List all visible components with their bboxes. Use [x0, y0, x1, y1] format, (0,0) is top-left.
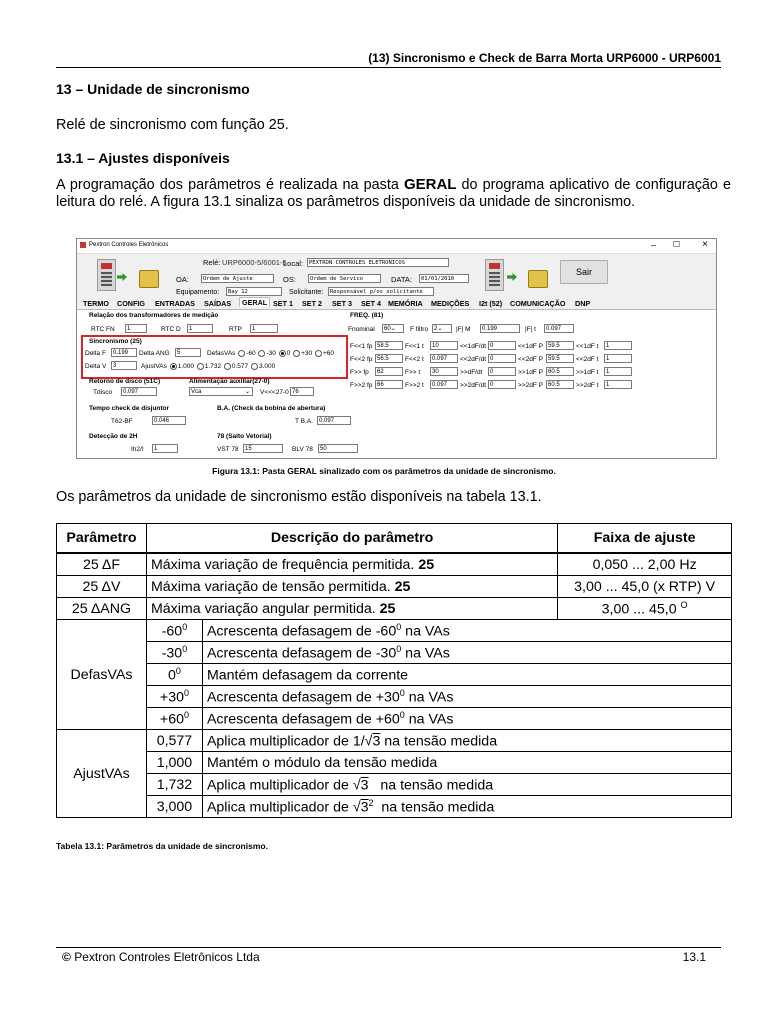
- value-cell: 0,577: [146, 730, 202, 752]
- param-cell: 25 ΔF: [57, 553, 147, 576]
- arrow-right-icon-2[interactable]: [507, 273, 517, 281]
- freq-label: F<<2 fp: [350, 356, 373, 363]
- freq-input[interactable]: 59.5: [546, 341, 574, 350]
- close-icon[interactable]: ×: [702, 239, 708, 250]
- fnominal-select[interactable]: 60⌄: [382, 324, 404, 333]
- os-input[interactable]: Ordem de Servico: [308, 274, 381, 283]
- oa-input[interactable]: Ordem de Ajuste: [201, 274, 274, 283]
- desc-cell: Mantém o módulo da tensão medida: [202, 752, 731, 774]
- rele-value: URP6000-5/6001-5: [222, 258, 287, 267]
- freq-label: >>dF/dt: [460, 369, 483, 376]
- alim-select[interactable]: Vca ⌄: [189, 387, 253, 396]
- fnominal-label: Fnominal: [348, 326, 375, 333]
- freq-input[interactable]: 1: [604, 341, 632, 350]
- value-cell: $0^0$: [146, 664, 202, 686]
- deltav-input[interactable]: 3: [111, 361, 137, 370]
- rtp-label: RTP: [229, 326, 242, 333]
- freq-label: F<<1 t: [405, 343, 424, 350]
- freq-input[interactable]: 60.5: [546, 380, 574, 389]
- rel-title: Relação dos transformadores de medição: [89, 312, 219, 319]
- freq-label: <<1dF P: [518, 343, 543, 350]
- maximize-icon[interactable]: ☐: [672, 240, 680, 249]
- freq-label: <<1dF/dt: [460, 343, 487, 350]
- table-intro: Os parâmetros da unidade de sincronismo estão disponíveis na tabela 13.1.: [56, 489, 542, 505]
- ffiltro-label: F filtro: [410, 326, 429, 333]
- header-parametro: Parâmetro: [57, 524, 147, 554]
- table-row: [57, 752, 732, 774]
- sair-button[interactable]: Sair: [560, 260, 608, 284]
- local-label: Local:: [283, 259, 304, 268]
- window-titlebar: [77, 239, 716, 254]
- freq-input[interactable]: 60.5: [546, 367, 574, 376]
- alim-title: Alimentação auxiliar(27-0): [189, 378, 270, 385]
- desc-cell: Máxima variação de tensão permitida. 25: [146, 576, 557, 598]
- desc-cell: Aplica multiplicador de √3 na tensão medida: [202, 774, 731, 796]
- equip-input[interactable]: Bay 12: [226, 287, 282, 296]
- tba-label: T B.A.: [295, 418, 313, 425]
- table-row: [57, 553, 732, 576]
- freq-label: >>1dF P: [518, 369, 543, 376]
- figure-caption: Figura 13.1: Pasta GERAL sinalizado com os parâmetros da unidade de sincronismo.: [212, 466, 556, 476]
- data-label: DATA:: [391, 275, 412, 284]
- footer-company: © Pextron Controles Eletrônicos Ltda: [62, 950, 260, 964]
- rtp-input[interactable]: 1: [250, 324, 278, 333]
- tab-set1[interactable]: SET 1: [273, 299, 293, 308]
- window-title: Pextron Controles Eletrônicos: [89, 242, 169, 248]
- sinc-title: Sincronismo (25): [89, 338, 142, 345]
- freq-input[interactable]: 1: [604, 380, 632, 389]
- freq-input[interactable]: 0: [488, 341, 516, 350]
- data-input[interactable]: 01/01/2010: [419, 274, 469, 283]
- ffiltro-select[interactable]: 2⌄: [432, 324, 452, 333]
- value-cell: 3,000: [146, 796, 202, 818]
- i2h-input[interactable]: 1: [152, 444, 178, 453]
- t62-label: T62-BF: [111, 418, 133, 425]
- freq-input[interactable]: 0: [488, 380, 516, 389]
- subsection-heading: 13.1 – Ajustes disponíveis: [56, 150, 230, 166]
- v27-label: V<<<27-0: [260, 389, 289, 396]
- table-row: [57, 664, 732, 686]
- value-cell: $+60^0$: [146, 708, 202, 730]
- freq-input[interactable]: 59.5: [546, 354, 574, 363]
- freq-label: >>2dF t: [576, 382, 599, 389]
- sqrt-icon: √: [352, 799, 361, 816]
- tdisco-input[interactable]: 0.097: [121, 387, 157, 396]
- desc-cell: Aplica multiplicador de 1/√3 na tensão medida: [202, 730, 731, 752]
- freq-input[interactable]: 62: [375, 367, 403, 376]
- tba-input[interactable]: 0.097: [317, 416, 351, 425]
- desc-cell: Acrescenta defasagem de $-30^0$ na VAs: [202, 642, 731, 664]
- freq-input[interactable]: 58.5: [375, 341, 403, 350]
- freq-input[interactable]: 0.097: [430, 380, 458, 389]
- ba-title: B.A. (Check da bobina de abertura): [217, 405, 326, 412]
- tab-memoria[interactable]: MEMÓRIA: [388, 299, 423, 308]
- tab-set4[interactable]: SET 4: [361, 299, 381, 308]
- freq-input[interactable]: 56.5: [375, 354, 403, 363]
- freq-input[interactable]: 0: [488, 354, 516, 363]
- freq-label: <<1dF t: [576, 343, 599, 350]
- sqrt-icon: √: [352, 777, 361, 794]
- range-cell: 0,050 ... 2,00 Hz: [558, 553, 732, 576]
- freq-label: <<2dF/dt: [460, 356, 487, 363]
- intro-text: Relé de sincronismo com função 25.: [56, 117, 289, 133]
- freq-label: >>2dF/dt: [460, 382, 487, 389]
- rtcd-input[interactable]: 1: [187, 324, 213, 333]
- sqrt-icon: √: [364, 733, 373, 750]
- deltaf-input[interactable]: 0.199: [111, 348, 137, 357]
- deltaang-input[interactable]: 5: [175, 348, 201, 357]
- os-label: OS:: [283, 275, 296, 284]
- freq-label: >>1dF t: [576, 369, 599, 376]
- freq-title: FREQ. (81): [350, 312, 384, 319]
- tab-geral[interactable]: GERAL: [239, 297, 270, 307]
- tab-entradas[interactable]: ENTRADAS: [155, 299, 195, 308]
- blv-input[interactable]: 50: [318, 444, 358, 453]
- value-cell: $+30^0$: [146, 686, 202, 708]
- freq-input[interactable]: 66: [375, 380, 403, 389]
- tab-termo[interactable]: TERMO: [83, 299, 109, 308]
- retorno-title: Retorno de disco (51C): [89, 378, 161, 385]
- folder-open-icon-2[interactable]: [528, 270, 548, 288]
- footer-rule: [56, 947, 721, 948]
- range-cell: 3,00 ... 45,0 $^O$: [558, 598, 732, 620]
- value-cell: 1,000: [146, 752, 202, 774]
- freq-input[interactable]: 30: [430, 367, 458, 376]
- folder-open-icon[interactable]: [139, 270, 159, 288]
- freq-label: >>2dF P: [518, 382, 543, 389]
- ft-input[interactable]: 0.097: [544, 324, 574, 333]
- vst-label: VST 78: [217, 446, 239, 453]
- table-row: [57, 620, 732, 642]
- value-cell: $-60^0$: [146, 620, 202, 642]
- chevron-down-icon: ⌄: [244, 389, 250, 395]
- tab-saidas[interactable]: SAÍDAS: [204, 299, 232, 308]
- freq-input[interactable]: 1: [604, 354, 632, 363]
- range-cell: 3,00 ... 45,0 (x RTP) V: [558, 576, 732, 598]
- value-cell: 1,732: [146, 774, 202, 796]
- tab-i2t[interactable]: I2t (52): [479, 299, 503, 308]
- value-cell: $-30^0$: [146, 642, 202, 664]
- minimize-icon[interactable]: –: [650, 240, 656, 250]
- freq-label: F>> t: [405, 369, 421, 376]
- solic-label: Solicitante:: [289, 289, 324, 296]
- det-title: Detecção de 2H: [89, 433, 138, 440]
- desc-cell: Acrescenta defasagem de $+30^0$ na VAs: [202, 686, 731, 708]
- rtcfn-input[interactable]: 1: [125, 324, 147, 333]
- relay-icon: [97, 259, 116, 291]
- fm-label: |F| M: [456, 326, 471, 333]
- app-icon: [80, 242, 86, 248]
- freq-input[interactable]: 10: [430, 341, 458, 350]
- desc-cell: Acrescenta defasagem de $-60^0$ na VAs: [202, 620, 731, 642]
- page-number: 13.1: [682, 950, 706, 964]
- freq-label: <<2dF t: [576, 356, 599, 363]
- tab-set2[interactable]: SET 2: [302, 299, 322, 308]
- ft-label: |F| t: [525, 326, 536, 333]
- param-cell: AjustVAs: [57, 730, 147, 818]
- header-descricao: Descrição do parâmetro: [146, 524, 557, 554]
- v27-input[interactable]: 76: [290, 387, 314, 396]
- freq-label: F<<1 fp: [350, 343, 373, 350]
- header-faixa: Faixa de ajuste: [558, 524, 732, 554]
- tab-medicoes[interactable]: MEDIÇÕES: [431, 299, 470, 308]
- equip-label: Equipamento:: [176, 289, 220, 296]
- section-heading: 13 – Unidade de sincronismo: [56, 81, 250, 97]
- app-screenshot: [76, 238, 717, 459]
- table-row: [57, 730, 732, 752]
- i2h-label: Ih2/I: [131, 446, 144, 453]
- copyright-icon: ©: [62, 950, 71, 964]
- table-caption: Tabela 13.1: Parâmetros da unidade de sincronismo.: [56, 841, 268, 851]
- freq-label: F>>2 t: [405, 382, 424, 389]
- tab-config[interactable]: CONFIG: [117, 299, 145, 308]
- freq-input[interactable]: 1: [604, 367, 632, 376]
- body-paragraph: A programação dos parâmetros é realizada na pasta GERAL do programa aplicativo de configuração e leitura do relé. A figura 13.1 sinaliza os parâmetros disponíveis da unidade de sincronismo.: [56, 176, 731, 210]
- solic-input[interactable]: Responsável p/os solicitante: [328, 287, 434, 296]
- rtcfn-label: RTC FN: [91, 326, 115, 333]
- relay-icon-2: [485, 259, 504, 291]
- table-row: [57, 796, 732, 818]
- param-cell: 25 ΔV: [57, 576, 147, 598]
- highlight-box: [81, 335, 348, 379]
- tempo-title: Tempo check de disjuntor: [89, 405, 170, 412]
- t62-input[interactable]: 0.046: [152, 416, 186, 425]
- fm-input[interactable]: 0.199: [480, 324, 520, 333]
- running-header: (13) Sincronismo e Check de Barra Morta URP6000 - URP6001: [368, 51, 721, 65]
- deltaang-label: Delta ANG: [139, 350, 170, 357]
- freq-input[interactable]: 0: [488, 367, 516, 376]
- freq-input[interactable]: 0.097: [430, 354, 458, 363]
- deltav-label: Delta V: [85, 363, 107, 370]
- freq-label: F>>2 fp: [350, 382, 373, 389]
- tab-set3[interactable]: SET 3: [332, 299, 352, 308]
- desc-cell: Máxima variação angular permitida. 25: [146, 598, 557, 620]
- freq-label: F<<2 t: [405, 356, 424, 363]
- blv-label: BLV 78: [292, 446, 313, 453]
- oa-label: OA:: [176, 275, 189, 284]
- tab-dnp[interactable]: DNP: [575, 299, 591, 308]
- table-row: [57, 708, 732, 730]
- tdisco-label: Tdisco: [93, 389, 113, 396]
- local-input[interactable]: PEXTRON CONTROLES ELETRONICOS: [307, 258, 449, 267]
- freq-label: <<2dF P: [518, 356, 543, 363]
- table-row: [57, 774, 732, 796]
- desc-cell: Máxima variação de frequência permitida. 25: [146, 553, 557, 576]
- freq-label: F>> fp: [350, 369, 369, 376]
- rtcd-label: RTC D: [161, 326, 181, 333]
- rele-label: Relé:: [203, 258, 221, 267]
- parameters-table: [56, 523, 732, 818]
- desc-cell: Acrescenta defasagem de $+60^0$ na VAs: [202, 708, 731, 730]
- table-row: [57, 642, 732, 664]
- ajust-radio-group: AjustVAs 1.000 1.732 0.577 3.000: [141, 363, 276, 371]
- desc-cell: Aplica multiplicador de $√3^2$ na tensão medida: [202, 796, 731, 818]
- header-rule: [56, 67, 721, 68]
- param-cell: DefasVAs: [57, 620, 147, 730]
- arrow-right-icon[interactable]: [117, 273, 127, 281]
- salto-title: 78 (Salto Vetorial): [217, 433, 272, 440]
- table-row: [57, 598, 732, 620]
- vst-input[interactable]: 15: [243, 444, 283, 453]
- deltaf-label: Delta F: [85, 350, 106, 357]
- param-cell: 25 ΔANG: [57, 598, 147, 620]
- table-row: [57, 576, 732, 598]
- tab-comunicacao[interactable]: COMUNICAÇÃO: [510, 299, 566, 308]
- desc-cell: Mantém defasagem da corrente: [202, 664, 731, 686]
- folder-name: GERAL: [403, 176, 457, 193]
- table-row: [57, 686, 732, 708]
- defas-radio-group: DefasVAs -60 -30 0 +30 +60: [207, 350, 334, 358]
